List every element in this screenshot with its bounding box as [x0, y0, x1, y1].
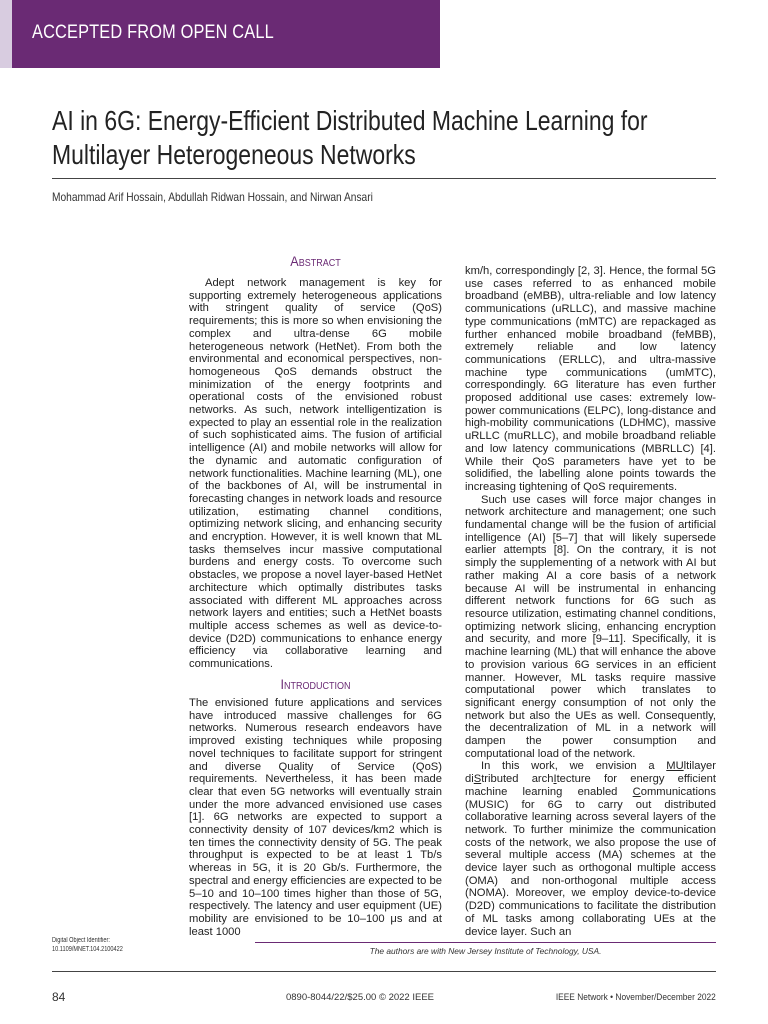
intro-paragraph-3 [465, 760, 716, 938]
intro-paragraph-2: Such use cases will force major changes in network architecture and management; one such fundamental change will be the fusion of artificial intelligence (AI) [5–7] that will likely supersede earlier attempts [8]. On the contrary, it is not simply the supplementing of a network with AI but rather making AI a core basis of a network because AI will be instrumental in enhancing different network functions for 6G such as resource utilization, estimating channel conditions, optimizing network slicing, enhancing encryption and security, and more [9–11]. Specifically, it is machine learning (ML) that will enhance the above to provision various 6G services in an efficient manner. However, ML tasks require massive computational power which translates to significant energy consumption of not only the network but also the UEs as well. Consequently, the decentralization of ML in a network will dampen the power consumption and computational load of the network. [465, 493, 716, 760]
copyright-line: 0890-8044/22/$25.00 © 2022 IEEE [285, 992, 435, 1003]
affiliation-note: The authors are with New Jersey Institute of Technology, USA. [369, 946, 602, 956]
p3-acronym-c: C [632, 785, 641, 798]
p3-acronym-s: S [473, 773, 482, 786]
abstract-text: Adept network management is key for supporting extremely heterogeneous applications with stringent quality of service (QoS) requirements; this is more so when envisioning the complex and ultra-dense 6G mobile heterogeneous network (HetNet). From both the environmental and economical perspectives, non-homogeneous QoS demands obstruct the minimization of the energy footprints and operational costs of the envisioned robust networks. As such, network intelligentization is expected to play an essential role in the realization of such sophisticated aims. The fusion of artificial intelligence (AI) and mobile networks will allow for the dynamic and automatic configuration of network functionalities. Machine learning (ML), one of the backbones of AI, will be instrumental in forecasting changes in network loads and resource utilization, estimating channel conditions, optimizing network slicing, and enhancing security and encryption. However, it is well known that ML tasks themselves incur massive computational burdens and energy costs. To overcome such obstacles, we propose a novel layer-based HetNet architecture which optimally distributes tasks associated with different ML approaches across network layers and entities; such a HetNet boasts multiple access schemes as well as device-to-device (D2D) communications to enhance energy efficiency via collaborative learning and communications. [189, 277, 442, 671]
journal-issue: IEEE Network • November/December 2022 [556, 992, 716, 1003]
doi-value: 10.1109/MNET.104.2100422 [52, 946, 123, 953]
p3-ltilayer: ltilayer di [465, 760, 716, 786]
page-number: 84 [52, 990, 66, 1004]
intro-paragraph-1-continued: km/h, correspondingly [2, 3]. Hence, the formal 5G use cases referred to as enhanced mobile broadband (eMBB), ultra-reliable and low latency communications (uRLLC), and massive machine type communications (mMTC) are repackaged as further enhanced mobile broadband (feMBB), extremely reliable and low latency communications (ERLLC), and ultra-massive machine type communications (umMTC), correspondingly. 6G literature has even further proposed additional use cases: extremely low-power communications (ELPC), long-distance and high-mobility communications (LDHMC), massive uRLLC (muRLLC), and mobile broadband reliable and low latency communications (MBRLLC) [4]. While their QoS parameters have yet to be solidified, the labelling alone points towards the increasing tightening of QoS requirements. [465, 265, 716, 493]
abstract-heading: Abstract [290, 253, 341, 269]
banner-label: ACCEPTED FROM OPEN CALL [32, 22, 274, 43]
doi-label: Digital Object Identifier: [52, 937, 110, 944]
banner-edge [0, 0, 12, 68]
introduction-column-left [189, 697, 442, 938]
p3-tecture: tecture for energy efficient machine learning enabled [465, 773, 716, 798]
affiliation-divider [255, 942, 716, 943]
introduction-heading: Introduction [280, 676, 351, 692]
introduction-column-right [465, 265, 716, 938]
p3-acronym-i: I [553, 773, 557, 786]
abstract-body [189, 277, 442, 671]
section-banner [12, 0, 440, 68]
doi-block [52, 936, 123, 954]
p3-pre: In this work, we envision a [481, 760, 667, 773]
author-list: Mohammad Arif Hossain, Abdullah Ridwan Hossain, and Nirwan Ansari [52, 190, 373, 204]
paper-title: AI in 6G: Energy-Efficient Distributed Machine Learning for Multilayer Heterogeneous Networks [52, 105, 648, 170]
footer-divider [52, 971, 716, 972]
intro-paragraph-1: The envisioned future applications and services have introduced massive challenges for 6G networks. Numerous research endeavors have improved existing techniques while proposing novel techniques to facilitate support for stringent and diverse Quality of Service (QoS) requirements. Nevertheless, it has been made clear that even 5G networks will eventually strain under the more advanced envisioned use cases [1]. 6G networks are expected to support a connectivity density of 107 devices/km2 which is ten times the connectivity density of 5G. The peak throughput is expected to be at least 1 Tb/s whereas in 5G, it is 20 Gb/s. Furthermore, the spectral and energy efficiencies are expected to be 5–10 and 10–100 times higher than those of 5G, respectively. The latency and user equipment (UE) mobility are envisioned to be 10–100 μs and at least 1000 [189, 697, 442, 938]
title-divider [52, 178, 716, 179]
p3-post: ommunications (MUSIC) for 6G to carry out distributed collaborative learning across several layers of the network. To further minimize the communication costs of the network, we also propose the use of several multiple access (MA) schemes at the device layer such as orthogonal multiple access (OMA) and non-orthogonal multiple access (NOMA). Moreover, we employ device-to-device (D2D) communications to facilitate the distribution of ML tasks among collaborating UEs at the device layer. Such an [465, 785, 716, 938]
p3-acronym-mu: MU [666, 760, 684, 773]
p3-trib: tributed arch [481, 773, 554, 786]
